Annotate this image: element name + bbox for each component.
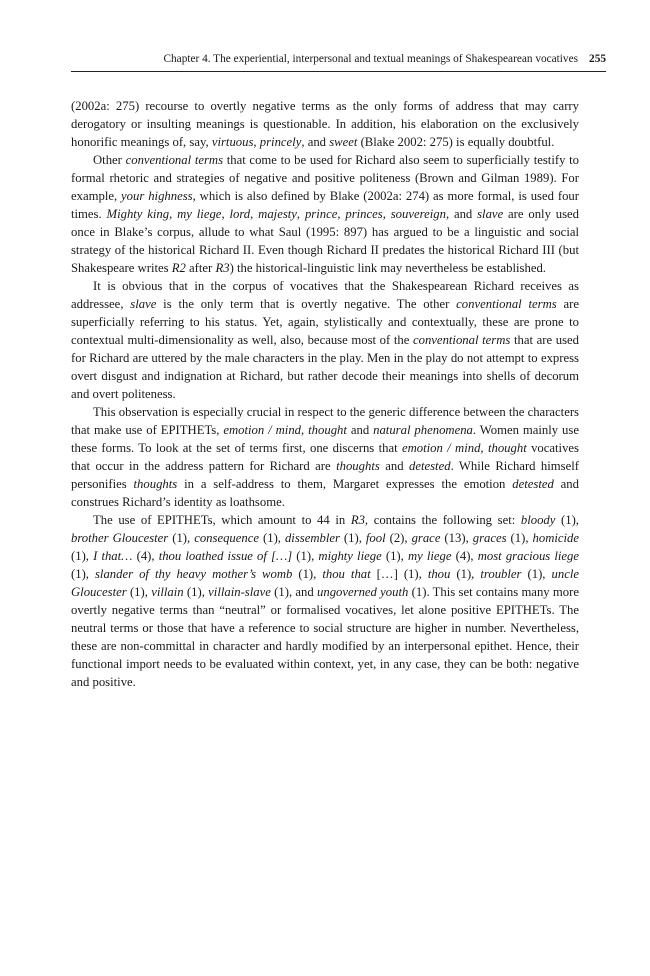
italic-term: slander of thy heavy mother’s womb: [94, 567, 293, 581]
paragraph: [71, 511, 579, 691]
text-run: (1),: [259, 531, 285, 545]
text-run: (2),: [385, 531, 412, 545]
text-run: and: [379, 459, 409, 473]
running-title: Chapter 4. The experiential, interpersonal and textual meanings of Shakespearean vocatives: [163, 53, 578, 65]
italic-term: princes: [345, 207, 383, 221]
text-run: and construes Richard’s identity as loathsome.: [71, 477, 579, 509]
text-run: (1),: [126, 585, 152, 599]
italic-term: uncle Gloucester: [71, 567, 579, 599]
italic-term: mighty liege: [318, 549, 382, 563]
paragraph: [71, 151, 579, 277]
text-run: that come to be used for Richard also seem to superficially testify to formal rhetoric and strategies of negative and positive politeness (Brown and Gilman 1989). For example,: [71, 153, 579, 203]
text-run: (1), and: [270, 585, 317, 599]
text-run: and: [346, 423, 374, 437]
italic-term: dissembler: [284, 531, 340, 545]
text-run: ,: [221, 207, 230, 221]
italic-term: lord: [229, 207, 251, 221]
text-run: . Women mainly use these forms. To look at the set of terms first, one discerns that: [71, 423, 579, 455]
text-run: is the only term that is overtly negative. The other: [156, 297, 457, 311]
italic-term: conventional terms: [456, 297, 557, 311]
italic-term: Mighty king: [106, 207, 170, 221]
text-run: ,: [337, 207, 346, 221]
italic-term: R2: [171, 261, 186, 275]
italic-term: emotion / mind, thought: [223, 423, 347, 437]
italic-term: ungoverned youth: [317, 585, 409, 599]
text-run: (1),: [292, 549, 319, 563]
italic-term: grace: [411, 531, 441, 545]
italic-term: virtuous: [211, 135, 254, 149]
italic-term: souvereign: [390, 207, 446, 221]
text-run: , contains the following set:: [364, 513, 521, 527]
text-run: (13),: [440, 531, 473, 545]
text-run: ,: [382, 207, 391, 221]
text-run: (1),: [292, 567, 323, 581]
text-run: Other: [93, 153, 126, 167]
italic-term: princely: [259, 135, 302, 149]
italic-term: thou that: [322, 567, 371, 581]
running-header: [71, 53, 606, 72]
text-run: ,: [253, 135, 260, 149]
italic-term: thou loathed issue of […]: [158, 549, 293, 563]
text-run: vocatives that occur in the address pattern for Richard are: [71, 441, 579, 473]
italic-term: thou: [427, 567, 451, 581]
italic-term: graces: [472, 531, 507, 545]
italic-term: slave: [130, 297, 157, 311]
italic-term: bloody: [520, 513, 556, 527]
italic-term: consequence: [194, 531, 260, 545]
text-run: ,: [169, 207, 178, 221]
italic-term: my liege: [407, 549, 452, 563]
italic-term: detested: [512, 477, 554, 491]
text-run: (1),: [555, 513, 579, 527]
paragraph: [71, 277, 579, 403]
text-run: (4),: [132, 549, 159, 563]
italic-term: villain-slave: [208, 585, 271, 599]
text-run: (1),: [183, 585, 209, 599]
italic-term: your highness,: [121, 189, 196, 203]
text-run: (1),: [381, 549, 408, 563]
text-run: that are used for Richard are uttered by the male characters in the play. Men in the play do not attempt to express overt disgust and indignation at Richard, but rather decode their meanings into shells of decorum and overt politeness.: [71, 333, 579, 401]
text-run: (1),: [71, 567, 95, 581]
italic-term: my liege: [177, 207, 222, 221]
italic-term: homicide: [532, 531, 580, 545]
text-run: after: [185, 261, 216, 275]
italic-term: troubler: [480, 567, 522, 581]
text-run: , and: [301, 135, 330, 149]
italic-term: majesty: [258, 207, 297, 221]
text-run: , and: [445, 207, 478, 221]
italic-term: conventional terms: [412, 333, 511, 347]
italic-term: sweet: [329, 135, 358, 149]
text-run: which is also defined by Blake (2002a: 274) as more formal, is used four times.: [71, 189, 579, 221]
italic-term: I that…: [93, 549, 133, 563]
italic-term: thoughts: [133, 477, 178, 491]
text-run: (1),: [71, 549, 94, 563]
text-run: (1),: [168, 531, 195, 545]
italic-term: prince: [304, 207, 338, 221]
italic-term: villain: [151, 585, 184, 599]
text-run: ) the historical-linguistic link may nevertheless be established.: [229, 261, 546, 275]
text-run: It is obvious that in the corpus of vocatives that the Shakespearean Richard receives as addressee,: [71, 279, 579, 311]
italic-term: R3: [215, 261, 230, 275]
italic-term: brother Gloucester: [71, 531, 169, 545]
body-text: [71, 97, 579, 691]
paragraph: [71, 97, 579, 151]
text-run: This observation is especially crucial in respect to the generic difference between the characters that make use of EPITHETs,: [71, 405, 579, 437]
text-run: (1). This set contains many more overtly negative terms than “neutral” or formalised vocatives, let alone positive EPITHETs. The neutral terms or those that have a reference to social structure are higher in number. Nevertheless, these are non-committal in character and hardly modified by an interpersonal epithet. Hence, their functional import needs to be evaluated within context, yet, in any case, they can be both: negative and positive.: [71, 585, 579, 689]
text-run: (1),: [450, 567, 481, 581]
text-run: […] (1),: [370, 567, 428, 581]
text-run: ,: [296, 207, 305, 221]
text-run: (1),: [506, 531, 533, 545]
text-run: The use of EPITHETs, which amount to 44 in: [93, 513, 351, 527]
page-number: 255: [589, 53, 606, 65]
text-run: are superficially referring to his status. Yet, again, stylistically and contextually, these are prone to contextual multi-dimensionality as well, also, because most of the: [71, 297, 579, 347]
text-run: . While Richard himself personifies: [71, 459, 579, 491]
text-run: (Blake 2002: 275) is equally doubtful.: [357, 135, 555, 149]
text-run: are only used once in Blake’s corpus, allude to what Saul (1995: 897) has argued to be a linguistic and social strategy of the historical Richard II. Even though Richard II predates the historical Richard III (but Shakespeare writes: [71, 207, 580, 275]
italic-term: natural phenomena: [373, 423, 473, 437]
italic-term: most gracious liege: [477, 549, 580, 563]
text-run: in a self-address to them, Margaret expresses the emotion: [177, 477, 513, 491]
text-run: (1),: [339, 531, 366, 545]
italic-term: fool: [365, 531, 386, 545]
text-run: (1),: [521, 567, 552, 581]
text-run: ,: [250, 207, 259, 221]
italic-term: conventional terms: [125, 153, 224, 167]
italic-term: detested: [408, 459, 451, 473]
italic-term: thoughts: [336, 459, 380, 473]
italic-term: R3: [350, 513, 365, 527]
italic-term: slave: [477, 207, 504, 221]
paragraph: [71, 403, 579, 511]
italic-term: emotion / mind, thought: [401, 441, 527, 455]
text-run: (4),: [451, 549, 478, 563]
text-run: (2002a: 275) recourse to overtly negative terms as the only forms of address that may carry derogatory or insulting meanings is questionable. In addition, his elaboration on the exclusively honorific meanings of, say,: [71, 99, 579, 149]
